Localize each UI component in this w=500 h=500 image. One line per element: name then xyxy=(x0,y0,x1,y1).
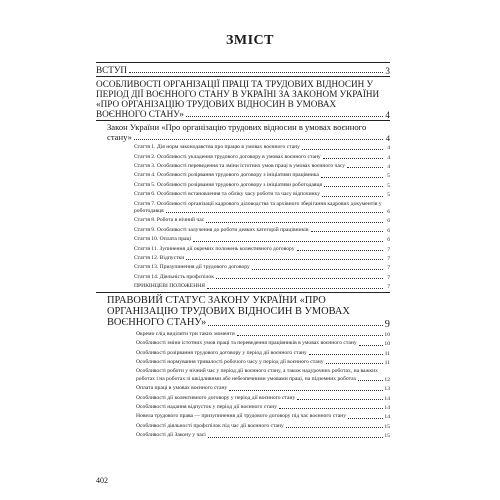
toc-entry-title: Стаття 2. Особливості укладення трудового договору в умовах воєнного стану xyxy=(134,153,321,160)
toc-entry xyxy=(96,263,390,272)
toc-entry-page: 4 xyxy=(385,110,390,120)
toc-entry xyxy=(96,292,390,330)
toc-entry-title: Стаття 12. Відпустки xyxy=(134,255,185,262)
toc-entry-page: 10 xyxy=(384,341,390,348)
toc-leader-dots xyxy=(297,399,383,400)
toc-leader-dots xyxy=(309,354,383,355)
toc-entry-page: 14 xyxy=(384,414,390,421)
toc-entry-title: Особливості нормування тривалості робочого часу у період дії воєнного стану xyxy=(136,358,324,365)
toc-entry-title: ПРАВОВИЙ СТАТУС ЗАКОНУ УКРАЇНИ «ПРО ОРГАНІЗАЦІЮ ТРУДОВИХ ВІДНОСИН В УМОВАХ ВОЄННОГО СТАНУ» xyxy=(107,294,350,328)
toc-entry-page: 4 xyxy=(387,145,390,152)
toc-leader-dots xyxy=(347,167,383,168)
toc-entry xyxy=(96,349,390,358)
toc-entry xyxy=(96,412,390,421)
toc-entry-title: Особливості діяльності профспілок під час дії воєнного стану xyxy=(136,422,284,429)
toc-entry-page: 6 xyxy=(387,218,390,225)
toc-entry-page: 12 xyxy=(384,376,390,383)
toc-entry-title: Особливості роботи у нічний час у період дії воєнного стану, а також надурочних роботах, на важких роботах і на роботах зі шкідливими або небезпечними умовами праці, на підземних роботах xyxy=(136,368,378,382)
toc-entry-title: Особливості дії колективного договору у період дії воєнного стану xyxy=(136,394,296,401)
toc-entry xyxy=(96,422,390,431)
toc-entry xyxy=(96,226,390,235)
toc-entry-title: ПРИКІНЦЕВІ ПОЛОЖЕННЯ xyxy=(134,283,206,290)
toc-entry-page: 7 xyxy=(387,256,390,263)
toc-entry-title: Стаття 8. Робота в нічний час xyxy=(134,217,205,224)
toc-entry xyxy=(96,273,390,282)
toc-entry-title: Стаття 14. Діяльність профспілок xyxy=(134,273,214,280)
toc-entry xyxy=(96,254,390,263)
toc-entry-page: 4 xyxy=(385,132,390,143)
toc-entry-page: 13 xyxy=(384,386,390,393)
toc-entry xyxy=(96,153,390,162)
toc-entry-page: 4 xyxy=(387,164,390,170)
toc-leader-dots xyxy=(279,408,383,409)
toc-leader-dots xyxy=(208,437,383,438)
toc-entry-page: 5 xyxy=(387,173,390,180)
table-of-contents xyxy=(96,62,390,441)
toc-entry-page: 15 xyxy=(384,423,390,430)
toc-entry-title: Окремо слід виділити три таких моменти xyxy=(136,330,235,337)
toc-entry-title: Стаття 6. Особливості встановлення та обліку часу роботи та часу відпочинку xyxy=(134,191,320,198)
toc-entry xyxy=(96,76,390,120)
toc-leader-dots xyxy=(134,139,383,140)
toc-leader-dots xyxy=(186,116,383,117)
toc-leader-dots xyxy=(237,335,383,336)
toc-entry-title: Стаття 4. Особливості розірвання трудового договору з ініціативи працівника xyxy=(134,172,319,179)
toc-entry-page: 3 xyxy=(385,66,390,76)
toc-entry xyxy=(96,339,390,348)
toc-entry-title: Стаття 10. Оплата праці xyxy=(134,236,192,243)
toc-entry-title: Стаття 5. Особливості розірвання трудового договору з ініціативи роботодавця xyxy=(134,181,323,188)
toc-entry-page: 7 xyxy=(387,265,390,272)
page-number: 402 xyxy=(96,476,108,485)
toc-leader-dots xyxy=(322,196,383,197)
toc-leader-dots xyxy=(186,259,383,260)
toc-leader-dots xyxy=(229,390,383,391)
toc-entry-title: Стаття 3. Особливості переведення та зміни істотних умов праці в умовах воєнного часу xyxy=(134,163,346,169)
toc-leader-dots xyxy=(208,325,383,326)
toc-leader-dots xyxy=(166,212,383,213)
toc-entry-page: 15 xyxy=(384,433,390,440)
toc-leader-dots xyxy=(297,250,383,251)
toc-entry xyxy=(96,120,390,143)
toc-entry-title: Особливості розірвання трудового договору у період дії воєнного стану xyxy=(136,349,307,356)
toc-entry-title: Особливості зміни істотних умов праці та переведення працівників в умовах воєнного стану xyxy=(136,340,357,347)
page-title: ЗМІСТ xyxy=(226,33,274,48)
toc-leader-dots xyxy=(252,269,383,270)
toc-entry xyxy=(96,181,390,190)
toc-entry-page: 7 xyxy=(387,284,390,291)
toc-leader-dots xyxy=(216,278,383,279)
toc-entry-title: ВСТУП xyxy=(96,65,128,75)
toc-entry xyxy=(96,403,390,412)
toc-entry xyxy=(96,200,390,217)
toc-entry-page: 9 xyxy=(384,318,390,330)
toc-leader-dots xyxy=(129,72,383,73)
toc-entry-title: Особливості надання відпусток у період дії воєнного стану xyxy=(136,403,278,410)
toc-entry xyxy=(96,216,390,225)
toc-entry xyxy=(96,162,390,171)
toc-entry-page: 11 xyxy=(384,350,390,357)
toc-entry-title: Стаття 7. Особливості організації кадрового діловодства та архівного зберігання кадрових документів у роботодавця xyxy=(134,200,382,215)
toc-leader-dots xyxy=(358,380,383,381)
toc-entry-title: Стаття 1. Дія норм законодавства про працю в умовах воєнного стану xyxy=(134,144,300,151)
toc-entry-title: Оплата праці в умовах воєнного стану xyxy=(136,385,228,392)
toc-entry-page: 6 xyxy=(387,227,390,234)
toc-entry-page: 10 xyxy=(384,331,390,338)
toc-entry-page: 5 xyxy=(387,192,390,199)
toc-entry xyxy=(96,367,390,384)
toc-entry-page: 5 xyxy=(387,182,390,189)
toc-leader-dots xyxy=(321,177,383,178)
toc-entry-title: Стаття 9. Особливості залучення до роботи деяких категорій працівників xyxy=(134,226,309,233)
toc-entry xyxy=(96,282,390,291)
toc-entry-title: Стаття 13. Призупинення дії трудового договору xyxy=(134,264,250,271)
toc-entry xyxy=(96,143,390,152)
toc-entry xyxy=(96,62,390,76)
toc-entry-page: 14 xyxy=(384,404,390,411)
toc-entry xyxy=(96,245,390,254)
toc-leader-dots xyxy=(323,158,383,159)
toc-leader-dots xyxy=(206,222,383,223)
toc-leader-dots xyxy=(359,345,383,346)
toc-entry-page: 7 xyxy=(387,274,390,281)
toc-entry-title: ОСОБЛИВОСТІ ОРГАНІЗАЦІЇ ПРАЦІ ТА ТРУДОВИХ ВІДНОСИН У ПЕРІОД ДІЇ ВОЄННОГО СТАНУ В УКРАЇНІ ЗА ЗАКОНОМ УКРАЇНИ «ПРО ОРГАНІЗАЦІЮ ТРУДОВИХ ВІДНОСИН В УМОВАХ ВОЄННОГО СТАНУ» xyxy=(96,79,380,119)
toc-entry xyxy=(96,171,390,180)
toc-entry xyxy=(96,394,390,403)
toc-entry xyxy=(96,330,390,339)
toc-leader-dots xyxy=(286,427,383,428)
toc-entry-page: 4 xyxy=(387,154,390,161)
toc-entry-title: Стаття 11. Зупинення дії окремих положень колективного договору xyxy=(134,245,295,252)
toc-entry xyxy=(96,358,390,367)
toc-entry-page: 6 xyxy=(387,237,390,244)
toc-leader-dots xyxy=(324,186,383,187)
toc-leader-dots xyxy=(193,241,383,242)
toc-entry-title: Новела трудового права — призупинення дії трудового договору під час воєнного стану xyxy=(136,413,346,420)
toc-entry-title: Закон України «Про організацію трудових відносин в умовах воєнного стану» xyxy=(107,122,367,142)
toc-leader-dots xyxy=(311,231,383,232)
toc-entry xyxy=(96,384,390,393)
toc-leader-dots xyxy=(326,363,384,364)
toc-entry-page: 6 xyxy=(387,209,390,216)
toc-entry xyxy=(96,431,390,440)
toc-entry-page: 11 xyxy=(384,359,390,366)
toc-entry xyxy=(96,235,390,244)
toc-leader-dots xyxy=(207,288,383,289)
toc-entry-page: 14 xyxy=(384,395,390,402)
toc-entry xyxy=(96,190,390,199)
toc-leader-dots xyxy=(302,149,383,150)
toc-entry-title: Особливості дії Закону у часі xyxy=(136,432,206,439)
toc-entry-page: 7 xyxy=(387,246,390,253)
toc-leader-dots xyxy=(348,418,383,419)
